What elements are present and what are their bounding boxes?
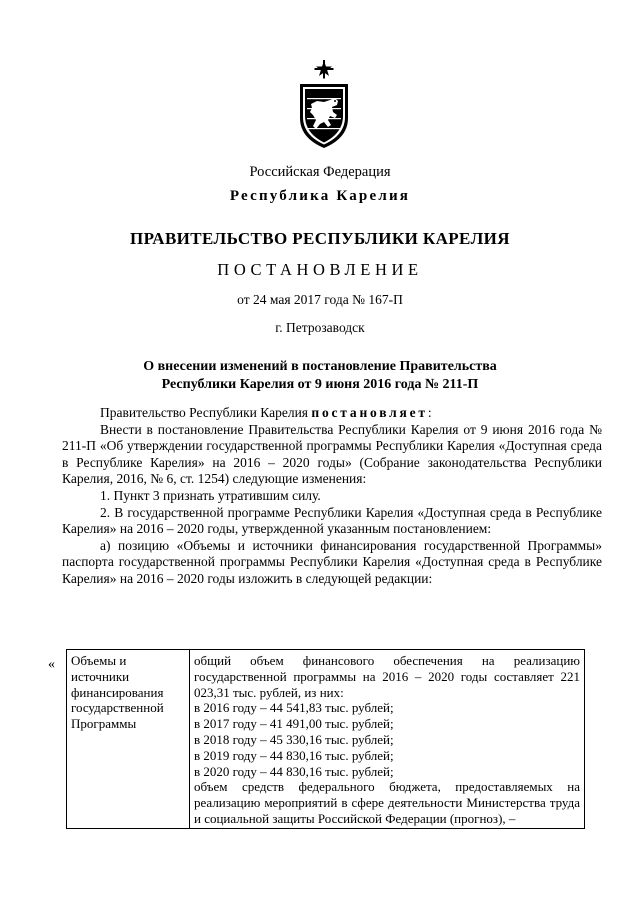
- document-body: [62, 405, 602, 588]
- government-title: ПРАВИТЕЛЬСТВО РЕСПУБЛИКИ КАРЕЛИЯ: [130, 229, 510, 248]
- table-line: в 2018 году – 45 330,16 тыс. рублей;: [194, 731, 394, 747]
- table-label-cell: Объемы и источники финансирования государственной Программы: [67, 650, 190, 829]
- table-line: общий объем финансового обеспечения на реализацию государственной программы на 2016 – 2020 годы составляет 221 023,31 тыс. рублей, из них:: [194, 653, 580, 700]
- table-line: в 2019 году – 44 830,16 тыс. рублей;: [194, 747, 394, 763]
- subject-line-1: О внесении изменений в постановление Правительства: [143, 359, 497, 374]
- karelia-coat-of-arms-icon: [294, 60, 354, 150]
- republic-name: Республика Карелия: [229, 188, 411, 204]
- table-line: в 2016 году – 44 541,83 тыс. рублей;: [194, 700, 394, 716]
- opening-quote-mark: «: [48, 657, 55, 672]
- document-type: ПОСТАНОВЛЕНИЕ: [217, 260, 423, 279]
- city-name: г. Петрозаводск: [275, 320, 365, 335]
- intro-text: Правительство Республики Карелия: [100, 405, 312, 420]
- table-line: объем средств федерального бюджета, предоставляемых на реализацию мероприятий в сфере деятельности Министерства труда и социальной защиты Российской Федерации (прогноз), –: [194, 779, 580, 826]
- table-line: в 2017 году – 41 491,00 тыс. рублей;: [194, 716, 394, 732]
- paragraph-item-1: 1. Пункт 3 признать утратившим силу.: [100, 487, 321, 503]
- paragraph-item-2: 2. В государственной программе Республики Карелия «Доступная среда в Республике Карелия» на 2016 – 2020 годы, утвержденной указанным постановлением:: [62, 504, 602, 537]
- table-row: [67, 650, 585, 829]
- document-subject: [0, 358, 640, 394]
- country-name: Российская Федерация: [249, 164, 391, 180]
- paragraph-amend: Внести в постановление Правительства Республики Карелия от 9 июня 2016 года № 211-П «Об утверждении государственной программы Республики Карелия «Доступная среда в Республике Карелия» на 2016 – 2020 годы» (Собрание законодательства Республики Карелия, 2016, № 6, ст. 1254) следующие изменения:: [62, 421, 602, 487]
- intro-end: :: [427, 405, 432, 420]
- intro-paragraph: [62, 405, 602, 422]
- subject-line-2: Республики Карелия от 9 июня 2016 года № 211-П: [161, 377, 479, 392]
- financing-table: [66, 649, 585, 829]
- date-number-line: от 24 мая 2017 года № 167-П: [237, 292, 403, 307]
- table-line: в 2020 году – 44 830,16 тыс. рублей;: [194, 763, 394, 779]
- paragraph-item-a: а) позицию «Объемы и источники финансирования государственной Программы» паспорта государственной программы Республики Карелия «Доступная среда в Республике Карелия» на 2016 – 2020 годы изложить в следующей редакции:: [62, 537, 602, 586]
- intro-verb: постановляет: [311, 405, 428, 420]
- table-value-cell: [190, 650, 585, 829]
